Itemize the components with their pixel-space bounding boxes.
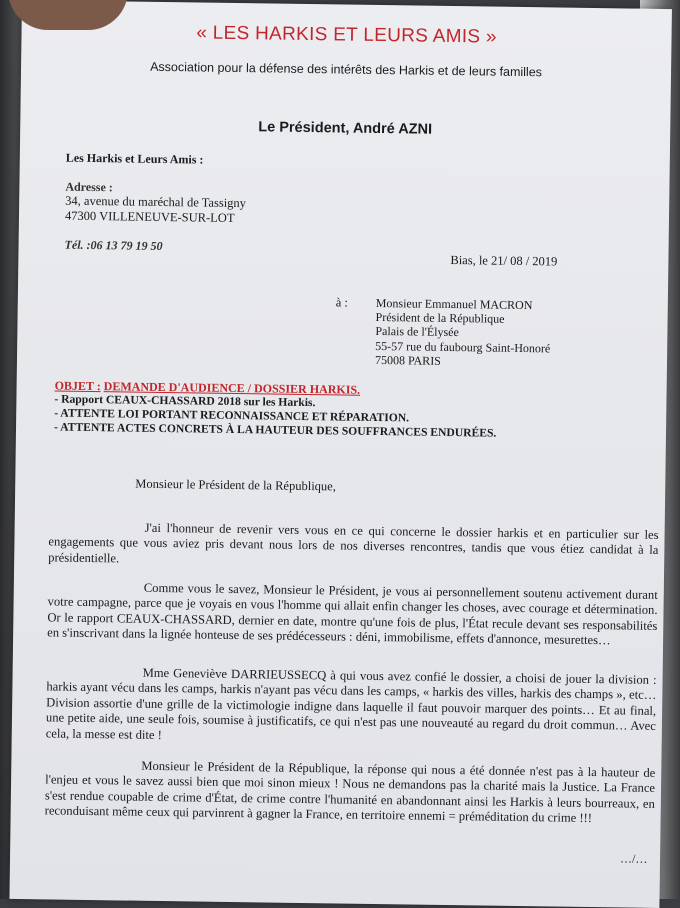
objet-item: - ATTENTE LOI PORTANT RECONNAISSANCE ET RÉPARATION. [54,406,410,425]
recipient-line: 55-57 rue du faubourg Saint-Honoré [375,338,551,356]
recipient-line: 75008 PARIS [374,352,442,368]
address-line-2: 47300 VILLENEUVE-SUR-LOT [64,208,235,225]
body-paragraph: Comme vous le savez, Monsieur le Président, je vous ai personnellement soutenu activement durant votre campagne, parce que je voyais en vous l'homme qui allait enfin changer les choses, avec courage et détermination. Or le rapport CEAUX-CHASSARD, dernier en date, montre qu'une fois de plus, l'État recule devant ses responsabilités en s'inscrivant dans la lignée honteuse de ses prédécesseurs : déni, immobilisme, effets d'annonce, mesurettes… [47,580,658,648]
objet-item: - ATTENTE ACTES CONCRETS À LA HAUTEUR DES SOUFFRANCES ENDURÉES. [53,420,497,440]
body-paragraph: J'ai l'honneur de revenir vers vous en ce qui concerne le dossier harkis et en particulier sur les engagements que vous aviez pris devant nous lors de nos diverses rencontres, tandis que vous étiez candidat à la présidentielle. [48,520,659,566]
recipient-line: Palais de l'Élysée [375,323,459,340]
body-paragraph: Monsieur le Président de la République, la réponse qui nous a été donnée n'est pas à la hauteur de l'enjeu et vous le savez aussi bien que moi sinon mieux ! Nous ne demandons pas la charité mais la Justice. La France s'est rendue coupable de crime d'État, de crime contre l'humanité en abandonnant ainsi les Harkis à leurs bourreaux, en reconduisant même ceux qui parvinrent à gagner la France, en territoire ennemi = préméditation du crime !!! [44,758,656,826]
recipient-line: Monsieur Emmanuel MACRON [375,295,533,313]
recipient-label: à : [335,295,349,310]
sender-phone: Tél. :06 13 79 19 50 [64,237,163,253]
body-paragraph: Mme Geneviève DARRIEUSSECQ à qui vous avez confié le dossier, a choisi de jouer la division : harkis ayant vécu dans les camps, harkis n'ayant pas vécu dans les camps, « harkis des villes, harkis des champs », etc… Division assortie d'une grille de la victimologie indigne dans laquelle il faut pouvoir marquer des points… Et au final, une petite aide, une seule fois, soumise à justificatifs, ce qui n'est pas une nouveauté au regard du droit commun… Avec cela, la messe est dite ! [45,665,657,742]
objet-label: OBJET : [54,378,101,394]
objet-title: DEMANDE D'AUDIENCE / DOSSIER HARKIS. [103,379,361,397]
letter-page [9,0,671,908]
address-label: Adresse : [65,179,113,195]
continuation-mark: …/… [619,851,648,866]
president-name: Le Président, André AZNI [258,119,433,138]
place-date: Bias, le 21/ 08 / 2019 [450,253,558,269]
objet-item: - Rapport CEAUX-CHASSARD 2018 sur les Harkis. [54,392,316,410]
recipient-line: Président de la République [375,309,505,326]
address-line-1: 34, avenue du maréchal de Tassigny [65,193,247,211]
sender-org: Les Harkis et Leurs Amis : [65,150,204,167]
letterhead-subtitle: Association pour la défense des intérêts des Harkis et de leurs familles [150,59,543,80]
letterhead-title: « LES HARKIS ET LEURS AMIS » [196,22,497,48]
salutation: Monsieur le Président de la République, [135,476,336,494]
